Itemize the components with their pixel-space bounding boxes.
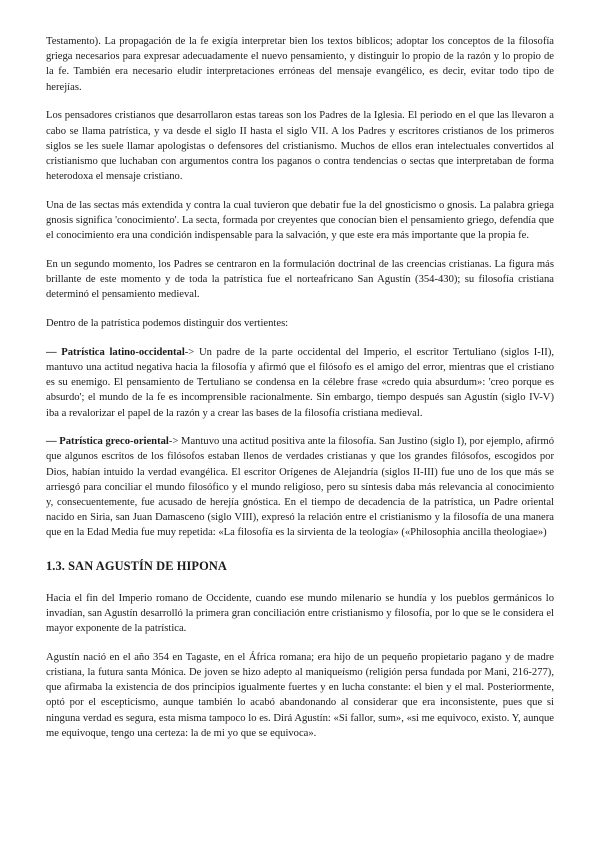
paragraph-biografia-agustin: Agustín nació en el año 354 en Tagaste, en el África romana; era hijo de un pequeño propietario pagano y de madre cristiana, la futura santa Mónica. De joven se hizo adepto al maniqueísmo (religión persa fundada por Mani, 216-277), que afirmaba la existencia de dos principios igualmente fuertes y en lucha constante: el bien y el mal. Posteriormente, optó por el escepticismo, aunque también lo acabó abandonando al considerar que era inconsistente, pues que si ninguna verdad es segura, esta misma tampoco lo es. Dirá Agustín: «Si fallor, sum», «si me equivoco, existo. Y, aunque me equivoque, tengo una certeza: la de mi yo que se equivoca». <box>46 651 554 739</box>
section-heading: 1.3. SAN AGUSTÍN DE HIPONA <box>46 558 227 573</box>
paragraph-padres-iglesia: Los pensadores cristianos que desarrollaron estas tareas son los Padres de la Iglesia. El periodo en el que las llevaron a cabo se llama patrística, y va desde el siglo II hasta el siglo VII. A los Padres y escritores cristianos de los primeros siglos se les suele llamar apologistas o defensores del cristianismo. Muchos de ellos eran intelectuales convertidos al cristianismo que luchaban con argumentos contra los paganos o contra tendencias o sectas que interpretaban de forma heterodoxa el mensaje cristiano. <box>46 110 554 183</box>
paragraph-segundo-momento: En un segundo momento, los Padres se centraron en la formulación doctrinal de las creencias cristianas. La figura más brillante de este momento y de toda la patrística fue el norteafricano San Agustín (354-430); su filosofía cristiana determinó el pensamiento medieval. <box>46 258 554 301</box>
paragraph-latino-occidental <box>46 345 554 421</box>
paragraph-herejias: Testamento). La propagación de la fe exigía interpretar bien los textos bíblicos; adoptar los conceptos de la filosofía griega necesarios para expresar adecuadamente el nuevo pensamiento, y distinguir lo propio de la razón y lo propio de la fe. También era necesario eludir interpretaciones erróneas del mensaje evangélico, es decir, evitar todo tipo de herejías. <box>46 36 554 93</box>
paragraph-imperio-occidente: Hacia el fin del Imperio romano de Occidente, cuando ese mundo milenario se hundía y los pueblos germánicos lo invadían, san Agustín desarrolló la primera gran conciliación entre cristianismo y filosofía, por lo que se le considera el mayor exponente de la patrística. <box>46 592 554 635</box>
paragraph-vertientes: Dentro de la patrística podemos distinguir dos vertientes: <box>46 318 289 330</box>
paragraph-greco-oriental <box>46 434 554 540</box>
term-greco-oriental: — Patrística greco-oriental <box>46 436 169 448</box>
paragraph-gnosticismo: Una de las sectas más extendida y contra la cual tuvieron que debatir fue la del gnosticismo o gnosis. La palabra griega gnosis significa 'conocimiento'. La secta, formada por creyentes que conocían bien el pensamiento griego, defendía que el conocimiento era una condición indispensable para la salvación, y que este era más importante que la propia fe. <box>46 199 554 242</box>
text-greco-oriental: -> Mantuvo una actitud positiva ante la filosofía. San Justino (siglo I), por ejemplo, afirmó que algunos escritos de los filósofos estaban llenos de verdades cristianas y que los grandes filósofos, escogidos por Dios, habían intuido la verdad evangélica. El escritor Orígenes de Alejandría (siglos II-III) fue uno de los que más se arriesgó para conciliar el mundo filosófico y el mundo religioso, pero su síntesis daba más relevancia al conocimiento y, consecuentemente, fue acusado de herejía gnóstica. En el tiempo de decadencia de la patrística, un Padre oriental nacido en Siria, san Juan Damasceno (siglo VIII), expresó la relación entre el cristianismo y la filosofía de una manera que en la Edad Media fue muy repetida: «La filosofía es la sirvienta de la teología» («Philosophia ancilla theologiae») <box>46 436 555 539</box>
text-latino-occidental: -> Un padre de la parte occidental del Imperio, el escritor Tertuliano (siglos I-II), mantuvo una actitud negativa hacia la filosofía y afirmó que el filósofo es el amigo del error, mientras que el cristiano es su enemigo. El pensamiento de Tertuliano se condensa en la célebre frase «credo quia absurdum»: 'creo porque es absurdo'; el mundo de la fe es incomprensible racionalmente. Sin embargo, tiempo después san Agustín (siglo IV-V) iba a revalorizar el papel de la razón y a crear las bases de la filosofía cristiana medieval. <box>46 346 554 419</box>
term-latino-occidental: — Patrística latino-occidental <box>46 346 185 358</box>
